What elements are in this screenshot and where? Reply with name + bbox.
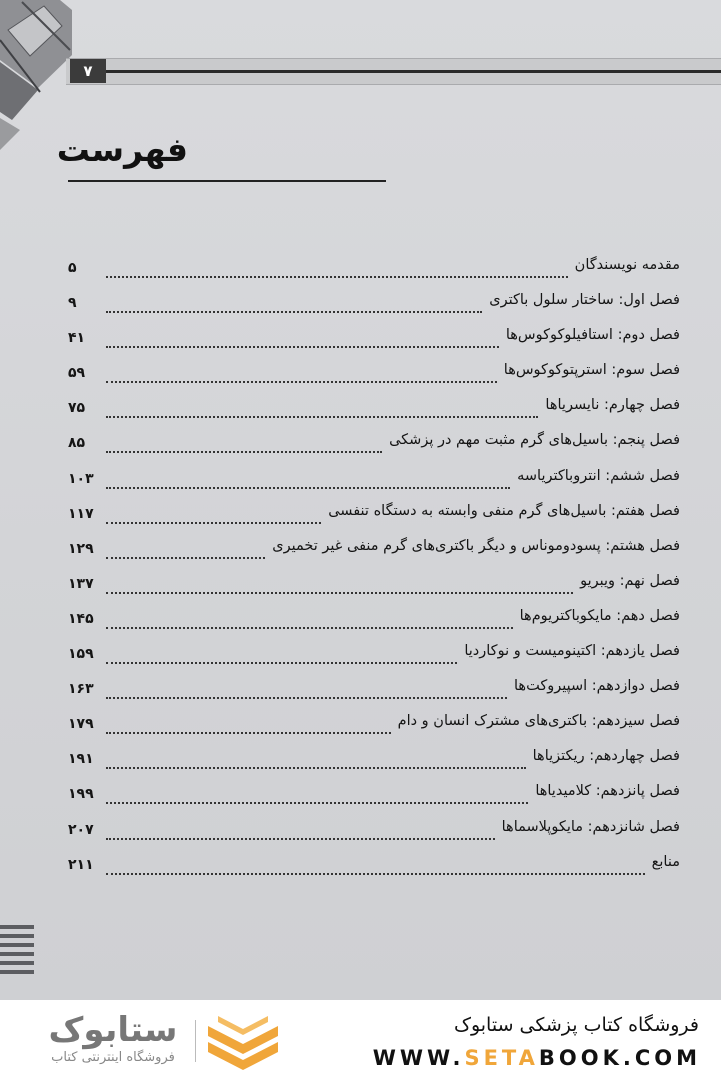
toc-entry <box>68 500 680 535</box>
toc-entry-label: منابع <box>651 853 680 870</box>
toc-entry-label: فصل یازدهم: اکتینومیست و نوکاردیا <box>464 643 680 660</box>
toc-entry <box>68 675 680 710</box>
title-underline <box>68 180 386 182</box>
book-stack-icon <box>208 1016 278 1071</box>
toc-entry-label: فصل چهارم: نایسریاها <box>545 397 680 414</box>
toc-entry <box>68 429 680 464</box>
toc-entry-label: فصل دهم: مایکوباکتریوم‌ها <box>519 607 680 624</box>
toc-entry-label: فصل چهاردهم: ریکتزیاها <box>532 748 680 765</box>
toc-leader-dots <box>106 838 495 840</box>
toc-leader-dots <box>106 627 513 629</box>
toc-entry <box>68 816 680 851</box>
toc-entry <box>68 640 680 675</box>
toc-leader-dots <box>106 522 321 524</box>
toc-entry-label: فصل هشتم: پسودوموناس و دیگر باکتری‌های گرم منفی غیر تخمیری <box>272 537 680 554</box>
brand-tagline: فروشگاه اینترنتی کتاب <box>51 1050 175 1065</box>
toc-leader-dots <box>106 767 526 769</box>
toc-entry-label: فصل پانزدهم: کلامیدیاها <box>535 783 680 800</box>
toc-leader-dots <box>106 732 391 734</box>
toc-entry <box>68 745 680 780</box>
toc-entry-label: فصل پنجم: باسیل‌های گرم مثبت مهم در پزشکی <box>389 432 680 449</box>
toc-entry-page: ۱۶۳ <box>68 681 94 698</box>
toc-entry-page: ۱۱۷ <box>68 505 94 522</box>
toc-leader-dots <box>106 487 510 489</box>
toc-leader-dots <box>106 873 645 875</box>
toc-entry-page: ۵۹ <box>68 365 86 382</box>
toc-entry <box>68 851 680 886</box>
toc-entry-label: فصل هفتم: باسیل‌های گرم منفی وابسته به دستگاه تنفسی <box>328 502 680 519</box>
toc-leader-dots <box>106 311 482 313</box>
toc-entry-label: فصل اول: ساختار سلول باکتری <box>489 292 680 309</box>
footer-banner <box>0 1000 721 1080</box>
toc-entry-page: ۱۹۱ <box>68 751 94 768</box>
toc-leader-dots <box>106 557 265 559</box>
toc-entry-label: فصل دوازدهم: اسپیروکت‌ها <box>514 678 680 695</box>
toc-leader-dots <box>106 346 499 348</box>
toc-entry-label: فصل سیزدهم: باکتری‌های مشترک انسان و دام <box>397 713 680 730</box>
toc-leader-dots <box>106 697 507 699</box>
toc-entry-page: ۱۲۹ <box>68 540 94 557</box>
toc-leader-dots <box>106 451 382 453</box>
toc-entry <box>68 324 680 359</box>
brand-separator <box>195 1020 196 1062</box>
toc-entry-page: ۱۳۷ <box>68 575 94 592</box>
shop-name: فروشگاه کتاب پزشکی ستابوک <box>453 1014 699 1036</box>
toc-entry-page: ۱۴۵ <box>68 610 94 627</box>
toc-leader-dots <box>106 802 528 804</box>
toc-entry-page: ۱۵۹ <box>68 646 94 663</box>
toc-leader-dots <box>106 662 457 664</box>
toc-entry <box>68 780 680 815</box>
toc-entry-page: ۱۰۳ <box>68 470 94 487</box>
url-prefix: WWW. <box>372 1046 465 1070</box>
toc-leader-dots <box>106 592 573 594</box>
toc-entry-page: ۱۹۹ <box>68 786 94 803</box>
toc-entry-page: ۹ <box>68 295 77 312</box>
header-bar <box>66 58 721 85</box>
brand-logo: ستابوک <box>48 1010 178 1050</box>
toc-entry-label: فصل نهم: ویبریو <box>580 572 680 589</box>
toc-entry-page: ۷۵ <box>68 400 86 417</box>
toc-leader-dots <box>106 416 538 418</box>
toc-entry-label: فصل ششم: انتروباکتریاسه <box>517 467 680 484</box>
toc-entry <box>68 359 680 394</box>
toc-entry-label: فصل دوم: استافیلوکوکوس‌ها <box>505 327 680 344</box>
page-title: فهرست <box>56 130 188 169</box>
toc-entry <box>68 289 680 324</box>
url-brand: SETA <box>464 1046 539 1070</box>
toc-leader-dots <box>106 276 568 278</box>
corner-decoration <box>0 0 72 150</box>
toc-entry <box>68 710 680 745</box>
toc-entry <box>68 394 680 429</box>
side-stripes-decoration <box>0 925 36 985</box>
toc-entry <box>68 254 680 289</box>
toc-entry <box>68 535 680 570</box>
toc-entry <box>68 465 680 500</box>
toc-entry-page: ۸۵ <box>68 435 86 452</box>
toc-entry <box>68 570 680 605</box>
toc-entry-page: ۵ <box>68 260 77 276</box>
toc-leader-dots <box>106 381 497 383</box>
toc-entry-page: ۲۱۱ <box>68 856 94 873</box>
toc-entry-page: ۲۰۷ <box>68 821 94 838</box>
toc-entry <box>68 605 680 640</box>
shop-url[interactable] <box>373 1046 701 1070</box>
url-suffix: BOOK.COM <box>538 1046 701 1070</box>
table-of-contents <box>68 254 680 886</box>
toc-entry-label: فصل سوم: استرپتوکوکوس‌ها <box>503 362 680 379</box>
toc-entry-label: فصل شانزدهم: مایکوپلاسماها <box>501 818 680 835</box>
page-number: ۷ <box>83 62 93 80</box>
toc-entry-page: ۱۷۹ <box>68 716 94 733</box>
toc-entry-page: ۴۱ <box>68 330 86 347</box>
toc-entry-label: مقدمه نویسندگان <box>574 257 680 273</box>
